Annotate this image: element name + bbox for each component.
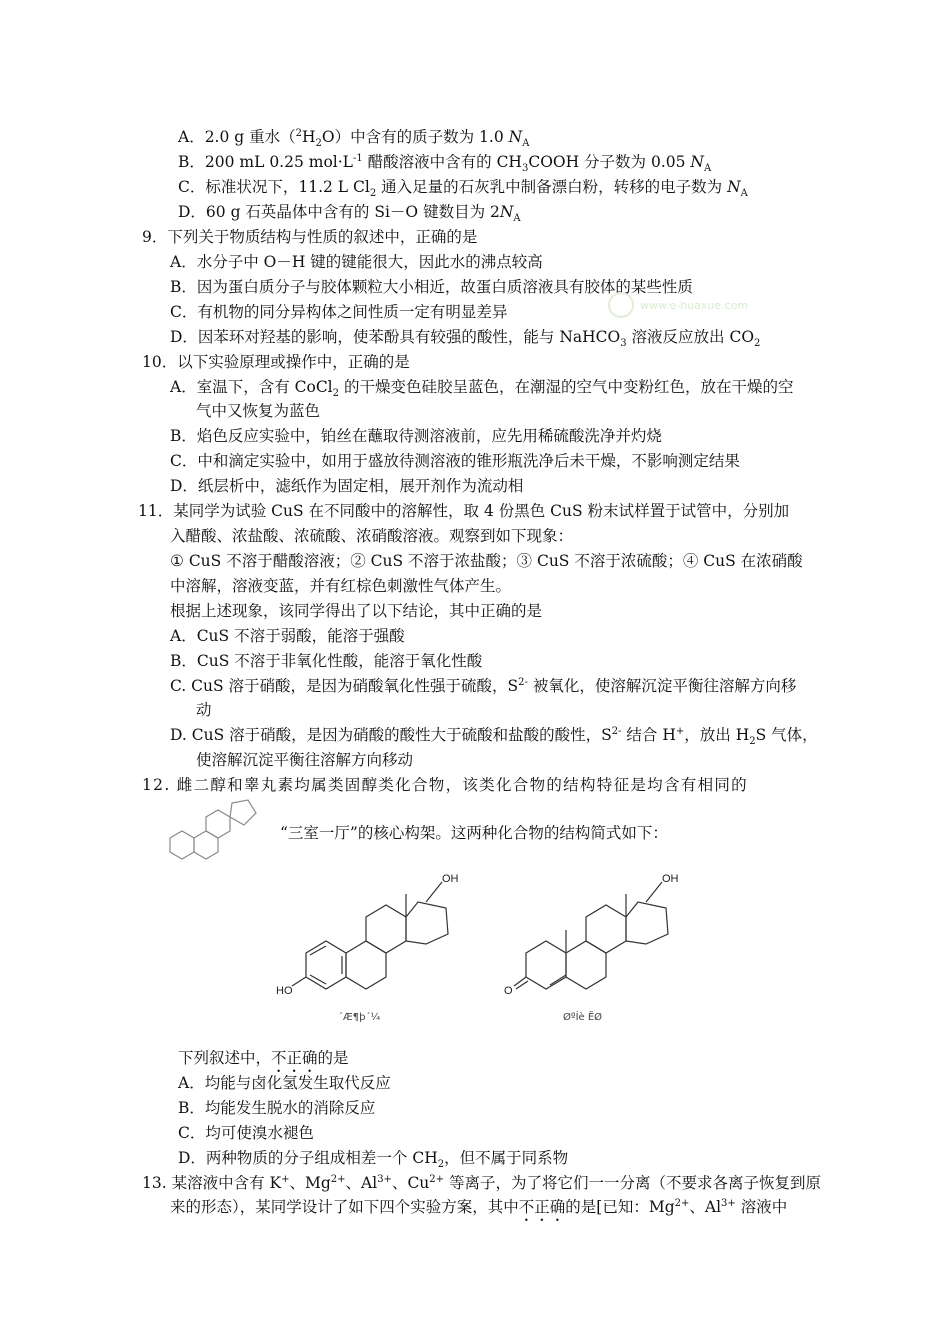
- testosterone-structure: [500, 868, 700, 998]
- q9-option-c: C．有机物的同分异构体之间性质一定有明显差异: [170, 303, 508, 321]
- q10-option-b: B．焰色反应实验中，铂丝在蘸取待测溶液前，应先用稀硫酸洗净并灼烧: [170, 427, 662, 445]
- testosterone-oh-label: OH: [662, 873, 679, 885]
- q11-option-b: B．CuS 不溶于非氧化性酸，能溶于氧化性酸: [170, 652, 483, 670]
- q9-option-a: A．水分子中 O－H 键的键能很大，因此水的沸点较高: [170, 253, 543, 271]
- q9-stem: 9．下列关于物质结构与性质的叙述中，正确的是: [142, 228, 478, 246]
- q11-option-c-cont: 动: [196, 701, 212, 719]
- q9-option-b: B．因为蛋白质分子与胶体颗粒大小相近，故蛋白质溶液具有胶体的某些性质: [170, 278, 693, 296]
- q11-conclusion-prompt: 根据上述现象，该同学得出了以下结论，其中正确的是: [170, 602, 543, 620]
- q12-option-b: B．均能发生脱水的消除反应: [178, 1099, 376, 1117]
- q12-question: 下列叙述中，不正确的是: [178, 1049, 349, 1067]
- watermark-url: www.e-huaxue.com: [640, 298, 749, 312]
- estradiol-ho-label: HO: [276, 985, 293, 997]
- q10-option-a-cont: 气中又恢复为蓝色: [196, 402, 321, 420]
- q11-option-c: C. CuS 溶于硝酸，是因为硝酸氧化性强于硫酸，$S^{2-}$ 被氧化，使溶解沉淀平衡往溶解方向移: [170, 676, 797, 695]
- q10-option-a: A．室温下，含有 CoCl$_2$ 的干燥变色硅胶呈蓝色，在潮湿的空气中变粉红色，放在干燥的空: [170, 378, 794, 400]
- watermark-logo-icon: [608, 292, 634, 318]
- estradiol-oh-label: OH: [442, 873, 459, 885]
- q11-stem: 11．某同学为试验 CuS 在不同酸中的溶解性，取 4 份黑色 CuS 粉末试样置于试管中，分别加: [138, 502, 790, 520]
- estradiol-caption: ´Æ¶þ´¼: [338, 1012, 381, 1023]
- q11-observations: ① CuS 不溶于醋酸溶液；② CuS 不溶于浓盐酸；③ CuS 不溶于浓硫酸；④ CuS 在浓硝酸: [170, 552, 803, 570]
- q12-option-c: C．均可使溴水褪色: [178, 1124, 314, 1142]
- q11-stem-cont: 入醋酸、浓盐酸、浓硫酸、浓硝酸溶液。观察到如下现象：: [170, 527, 574, 545]
- q11-option-d: D. CuS 溶于硝酸，是因为硝酸的酸性大于硫酸和盐酸的酸性，$S^{2-}$ 结合 H+，放出 $H_2S$ 气体，: [170, 725, 818, 748]
- testosterone-caption: ØºÍè ËØ: [563, 1012, 603, 1023]
- q10-stem: 10．以下实验原理或操作中，正确的是: [142, 353, 410, 371]
- testosterone-o-label: O: [504, 985, 513, 997]
- q12-stem: 12. 雌二醇和睾丸素均属类固醇类化合物，该类化合物的结构特征是均含有相同的: [142, 776, 748, 794]
- q8-option-b: B．200 mL 0.25 $mol\cdot L^{-1}$ 醋酸溶液中含有的 $CH_3COOH$ 分子数为 0.05 $N_A$: [178, 152, 712, 175]
- steroid-core-skeleton: [160, 795, 280, 865]
- q12-option-d: D．两种物质的分子组成相差一个 $CH_2$，但不属于同系物: [178, 1149, 569, 1171]
- q13-stem: 13. 某溶液中含有 K+、$Mg^{2+}$、$Al^{3+}$、$Cu^{2+}$ 等离子，为了将它们一一分离（不要求各离子恢复到原: [142, 1173, 821, 1192]
- q8-option-d: D．60 g 石英晶体中含有的 Si－O 键数目为 $2N_A$: [178, 203, 521, 225]
- q11-option-d-cont: 使溶解沉淀平衡往溶解方向移动: [196, 751, 414, 769]
- q10-option-c: C．中和滴定实验中，如用于盛放待测溶液的锥形瓶洗净后未干燥，不影响测定结果: [170, 452, 740, 470]
- q11-option-a: A．CuS 不溶于弱酸，能溶于强酸: [170, 627, 405, 645]
- q10-option-d: D．纸层析中，滤纸作为固定相，展开剂作为流动相: [170, 477, 524, 495]
- q13-stem-cont: 来的形态），某同学设计了如下四个实验方案，其中不正确的是[已知：$Mg^{2+}$、$Al^{3+}$ 溶液中: [170, 1197, 788, 1216]
- estradiol-structure: [270, 868, 470, 998]
- q12-option-a: A．均能与卤化氢发生取代反应: [178, 1074, 391, 1092]
- q8-option-a: A．2.0 g 重水$(^2H_2O)$中含有的质子数为 1.0 $N_A$: [178, 127, 530, 150]
- q12-stem-cont: “三室一厅”的核心构架。这两种化合物的结构简式如下：: [280, 824, 668, 842]
- watermark: [608, 292, 748, 318]
- q8-option-c: C．标准状况下，11.2 L $Cl_2$ 通入足量的石灰乳中制备漂白粉，转移的电子数为 $N_A$: [178, 178, 748, 200]
- q11-observations-cont: 中溶解，溶液变蓝，并有红棕色刺激性气体产生。: [170, 577, 512, 595]
- q9-option-d: D．因苯环对羟基的影响，使苯酚具有较强的酸性，能与 NaHCO$_3$ 溶液反应放出 $CO_2$: [170, 328, 761, 350]
